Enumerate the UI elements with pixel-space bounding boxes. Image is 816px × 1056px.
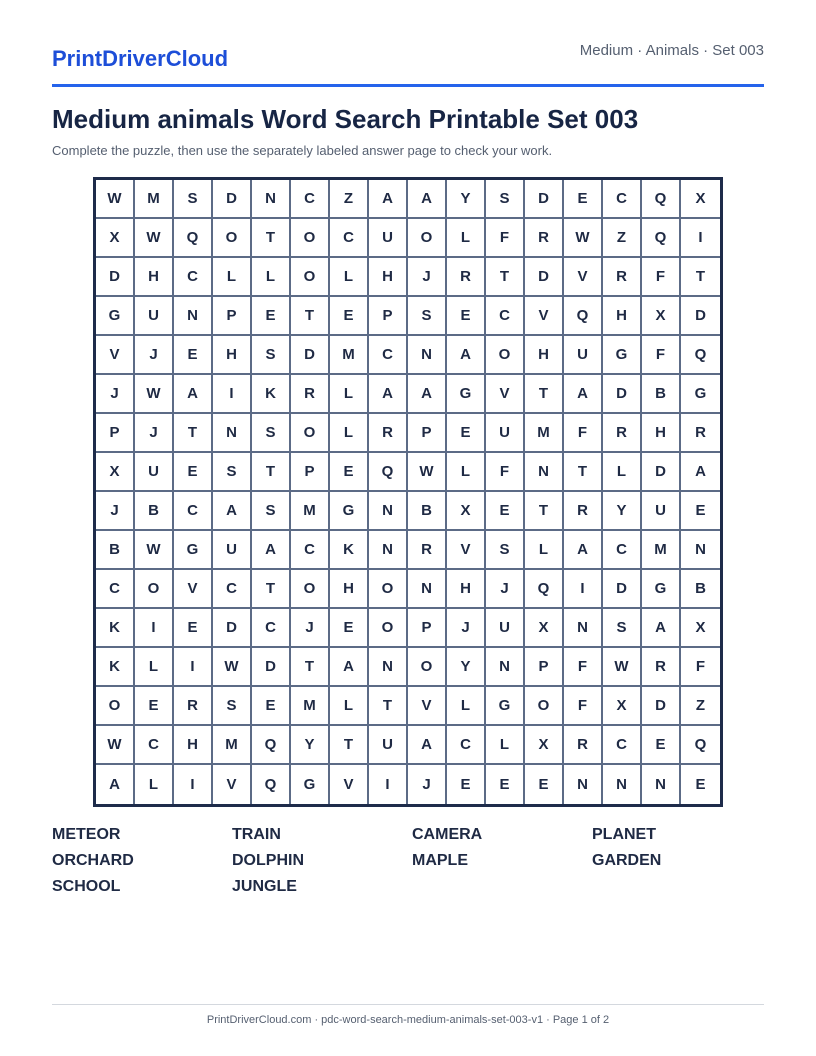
- grid-cell[interactable]: P: [369, 297, 408, 336]
- grid-cell[interactable]: H: [174, 726, 213, 765]
- grid-cell[interactable]: B: [96, 531, 135, 570]
- grid-cell[interactable]: W: [603, 648, 642, 687]
- word-list-item: DOLPHIN: [232, 852, 304, 869]
- grid-cell[interactable]: E: [447, 765, 486, 804]
- grid-cell[interactable]: L: [213, 258, 252, 297]
- grid-cell[interactable]: C: [252, 609, 291, 648]
- grid-cell[interactable]: Y: [603, 492, 642, 531]
- grid-cell[interactable]: S: [408, 297, 447, 336]
- grid-cell[interactable]: Y: [447, 180, 486, 219]
- grid-cell[interactable]: C: [96, 570, 135, 609]
- grid-cell[interactable]: O: [486, 336, 525, 375]
- grid-cell[interactable]: I: [135, 609, 174, 648]
- grid-cell[interactable]: T: [291, 297, 330, 336]
- grid-cell[interactable]: J: [135, 336, 174, 375]
- grid-cell[interactable]: B: [642, 375, 681, 414]
- grid-cell[interactable]: H: [525, 336, 564, 375]
- grid-cell[interactable]: T: [681, 258, 720, 297]
- grid-cell[interactable]: N: [642, 765, 681, 804]
- grid-cell[interactable]: O: [408, 648, 447, 687]
- grid-cell[interactable]: E: [174, 336, 213, 375]
- grid-cell[interactable]: J: [447, 609, 486, 648]
- grid-cell[interactable]: B: [135, 492, 174, 531]
- grid-cell[interactable]: R: [291, 375, 330, 414]
- grid-cell[interactable]: T: [291, 648, 330, 687]
- grid-cell[interactable]: A: [174, 375, 213, 414]
- grid-cell[interactable]: L: [330, 258, 369, 297]
- grid-cell[interactable]: X: [96, 219, 135, 258]
- grid-cell[interactable]: E: [695, 776, 706, 793]
- grid-cell[interactable]: E: [252, 297, 291, 336]
- grid-cell[interactable]: J: [96, 375, 135, 414]
- grid-cell[interactable]: C: [174, 258, 213, 297]
- grid-cell[interactable]: S: [252, 336, 291, 375]
- grid-cell[interactable]: R: [603, 258, 642, 297]
- grid-cell[interactable]: N: [408, 336, 447, 375]
- grid-cell[interactable]: E: [330, 453, 369, 492]
- grid-cell[interactable]: X: [642, 297, 681, 336]
- grid-cell[interactable]: X: [447, 492, 486, 531]
- grid-cell[interactable]: X: [96, 453, 135, 492]
- grid-cell[interactable]: X: [525, 726, 564, 765]
- grid-cell[interactable]: D: [642, 687, 681, 726]
- grid-cell[interactable]: O: [213, 219, 252, 258]
- grid-cell[interactable]: A: [252, 531, 291, 570]
- word-list-item: MAPLE: [412, 852, 468, 869]
- grid-cell[interactable]: V: [486, 375, 525, 414]
- word-list-item: METEOR: [52, 826, 121, 843]
- grid-cell[interactable]: H: [642, 414, 681, 453]
- grid-cell[interactable]: H: [213, 336, 252, 375]
- grid-cell[interactable]: W: [135, 531, 174, 570]
- grid-cell[interactable]: D: [681, 297, 720, 336]
- grid-cell[interactable]: L: [330, 687, 369, 726]
- page-subtitle: Complete the puzzle, then use the separately labeled answer page to check your work.: [52, 143, 553, 158]
- grid-cell[interactable]: T: [174, 414, 213, 453]
- grid-cell[interactable]: J: [291, 609, 330, 648]
- grid-cell[interactable]: D: [603, 375, 642, 414]
- grid-cell[interactable]: C: [447, 726, 486, 765]
- grid-cell[interactable]: E: [174, 453, 213, 492]
- grid-cell[interactable]: C: [603, 531, 642, 570]
- grid-cell[interactable]: N: [369, 492, 408, 531]
- grid-cell[interactable]: D: [252, 648, 291, 687]
- breadcrumb: Medium · Animals · Set 003: [579, 42, 764, 59]
- grid-cell[interactable]: W: [135, 219, 174, 258]
- grid-cell[interactable]: H: [447, 570, 486, 609]
- grid-cell[interactable]: L: [447, 219, 486, 258]
- grid-cell[interactable]: L: [252, 258, 291, 297]
- grid-cell[interactable]: W: [408, 453, 447, 492]
- grid-cell[interactable]: R: [564, 726, 603, 765]
- grid-cell[interactable]: O: [369, 570, 408, 609]
- grid-cell[interactable]: N: [369, 531, 408, 570]
- grid-cell[interactable]: U: [642, 492, 681, 531]
- grid-cell[interactable]: I: [174, 648, 213, 687]
- grid-cell[interactable]: G: [486, 687, 525, 726]
- grid-cell[interactable]: U: [486, 609, 525, 648]
- grid-cell[interactable]: G: [603, 336, 642, 375]
- grid-cell[interactable]: C: [369, 336, 408, 375]
- word-list-item: SCHOOL: [52, 878, 121, 895]
- grid-cell[interactable]: P: [96, 414, 135, 453]
- grid-cell[interactable]: J: [135, 414, 174, 453]
- grid-cell[interactable]: E: [330, 297, 369, 336]
- grid-cell[interactable]: R: [174, 687, 213, 726]
- grid-cell[interactable]: O: [135, 570, 174, 609]
- grid-cell[interactable]: R: [642, 648, 681, 687]
- grid-cell[interactable]: V: [174, 570, 213, 609]
- word-list: [52, 826, 772, 896]
- grid-cell[interactable]: Q: [369, 453, 408, 492]
- grid-cell[interactable]: I: [213, 375, 252, 414]
- grid-cell[interactable]: C: [603, 726, 642, 765]
- grid-cell[interactable]: X: [681, 180, 720, 219]
- grid-cell[interactable]: M: [330, 336, 369, 375]
- grid-cell[interactable]: A: [408, 726, 447, 765]
- grid-cell[interactable]: L: [447, 453, 486, 492]
- grid-cell[interactable]: V: [525, 297, 564, 336]
- grid-cell[interactable]: Y: [447, 648, 486, 687]
- grid-cell[interactable]: X: [525, 609, 564, 648]
- grid-cell[interactable]: L: [603, 453, 642, 492]
- grid-cell[interactable]: Q: [252, 726, 291, 765]
- grid-cell[interactable]: F: [642, 258, 681, 297]
- grid-cell[interactable]: A: [681, 453, 720, 492]
- grid-cell[interactable]: A: [408, 375, 447, 414]
- grid-cell[interactable]: N: [486, 648, 525, 687]
- grid-cell[interactable]: W: [213, 648, 252, 687]
- grid-cell[interactable]: C: [330, 219, 369, 258]
- grid-cell[interactable]: S: [213, 453, 252, 492]
- grid-cell[interactable]: O: [291, 414, 330, 453]
- grid-cell[interactable]: H: [369, 258, 408, 297]
- grid-cell[interactable]: T: [525, 375, 564, 414]
- grid-cell[interactable]: R: [525, 219, 564, 258]
- grid-cell[interactable]: J: [408, 765, 447, 804]
- grid-cell[interactable]: Z: [330, 180, 369, 219]
- grid-cell[interactable]: M: [642, 531, 681, 570]
- grid-cell[interactable]: R: [408, 531, 447, 570]
- grid-cell[interactable]: S: [486, 180, 525, 219]
- grid-cell[interactable]: C: [174, 492, 213, 531]
- grid-cell[interactable]: T: [525, 492, 564, 531]
- grid-cell[interactable]: R: [447, 258, 486, 297]
- grid-cell[interactable]: S: [603, 609, 642, 648]
- grid-cell[interactable]: E: [564, 180, 603, 219]
- grid-cell[interactable]: R: [564, 492, 603, 531]
- grid-cell[interactable]: P: [408, 414, 447, 453]
- grid-cell[interactable]: A: [408, 180, 447, 219]
- grid-cell[interactable]: N: [174, 297, 213, 336]
- grid-cell[interactable]: D: [96, 258, 135, 297]
- grid-cell[interactable]: A: [564, 531, 603, 570]
- grid-cell[interactable]: E: [135, 687, 174, 726]
- grid-cell[interactable]: Y: [291, 726, 330, 765]
- grid-cell[interactable]: N: [252, 180, 291, 219]
- grid-cell[interactable]: T: [252, 570, 291, 609]
- grid-cell[interactable]: M: [213, 726, 252, 765]
- grid-cell[interactable]: S: [174, 180, 213, 219]
- grid-cell[interactable]: O: [96, 687, 135, 726]
- grid-cell[interactable]: G: [96, 297, 135, 336]
- word-list-item: CAMERA: [412, 826, 483, 843]
- grid-cell[interactable]: F: [486, 453, 525, 492]
- grid-cell[interactable]: Q: [642, 219, 681, 258]
- grid-cell[interactable]: A: [369, 180, 408, 219]
- grid-cell[interactable]: W: [96, 180, 135, 219]
- grid-cell[interactable]: R: [681, 414, 720, 453]
- grid-cell[interactable]: F: [564, 687, 603, 726]
- grid-cell[interactable]: G: [330, 492, 369, 531]
- grid-cell[interactable]: N: [564, 765, 603, 804]
- grid-cell[interactable]: G: [447, 375, 486, 414]
- grid-cell[interactable]: D: [642, 453, 681, 492]
- grid-cell[interactable]: G: [174, 531, 213, 570]
- brand-logo[interactable]: PrintDriverCloud: [52, 46, 229, 71]
- grid-cell[interactable]: P: [291, 453, 330, 492]
- grid-cell[interactable]: J: [486, 570, 525, 609]
- grid-cell[interactable]: H: [603, 297, 642, 336]
- grid-cell[interactable]: A: [213, 492, 252, 531]
- grid-cell[interactable]: C: [135, 726, 174, 765]
- word-list-item: ORCHARD: [52, 852, 134, 869]
- grid-cell[interactable]: X: [681, 609, 720, 648]
- grid-cell[interactable]: X: [603, 687, 642, 726]
- word-list-item: TRAIN: [232, 826, 281, 843]
- grid-cell[interactable]: F: [681, 648, 720, 687]
- grid-cell[interactable]: A: [96, 765, 135, 804]
- grid-cell[interactable]: D: [525, 180, 564, 219]
- grid-cell[interactable]: U: [369, 726, 408, 765]
- grid-cell[interactable]: A: [447, 336, 486, 375]
- grid-cell[interactable]: T: [252, 453, 291, 492]
- grid-cell[interactable]: B: [681, 570, 720, 609]
- grid-cell[interactable]: M: [525, 414, 564, 453]
- grid-cell[interactable]: K: [96, 609, 135, 648]
- grid-cell[interactable]: N: [369, 648, 408, 687]
- grid-cell[interactable]: A: [642, 609, 681, 648]
- word-list-item: JUNGLE: [232, 878, 297, 895]
- grid-cell[interactable]: V: [213, 765, 252, 804]
- grid-cell[interactable]: C: [486, 297, 525, 336]
- word-list-item: GARDEN: [592, 852, 662, 869]
- grid-cell[interactable]: N: [525, 453, 564, 492]
- grid-cell[interactable]: D: [213, 180, 252, 219]
- grid-cell[interactable]: E: [642, 726, 681, 765]
- grid-cell[interactable]: S: [252, 414, 291, 453]
- grid-cell[interactable]: L: [135, 648, 174, 687]
- grid-cell[interactable]: F: [564, 648, 603, 687]
- grid-cell[interactable]: A: [564, 375, 603, 414]
- grid-cell[interactable]: T: [330, 726, 369, 765]
- grid-cell[interactable]: Q: [681, 336, 720, 375]
- grid-cell[interactable]: I: [681, 219, 720, 258]
- page-footer: PrintDriverCloud.com · pdc-word-search-medium-animals-set-003-v1 · Page 1 of 2: [52, 1004, 764, 1026]
- grid-cell[interactable]: J: [408, 258, 447, 297]
- grid-cell[interactable]: V: [330, 765, 369, 804]
- grid-cell[interactable]: L: [330, 375, 369, 414]
- grid-cell[interactable]: U: [369, 219, 408, 258]
- grid-cell[interactable]: W: [96, 726, 135, 765]
- grid-cell[interactable]: L: [525, 531, 564, 570]
- grid-cell[interactable]: M: [291, 492, 330, 531]
- grid-cell[interactable]: H: [330, 570, 369, 609]
- grid-cell[interactable]: L: [486, 726, 525, 765]
- grid-cell[interactable]: U: [135, 453, 174, 492]
- grid-cell[interactable]: C: [213, 570, 252, 609]
- grid-cell[interactable]: K: [330, 531, 369, 570]
- grid-cell[interactable]: O: [291, 219, 330, 258]
- grid-cell[interactable]: U: [135, 297, 174, 336]
- grid-cell[interactable]: O: [291, 570, 330, 609]
- grid-cell[interactable]: R: [603, 414, 642, 453]
- grid-cell[interactable]: Z: [603, 219, 642, 258]
- grid-cell[interactable]: O: [408, 219, 447, 258]
- grid-cell[interactable]: D: [213, 609, 252, 648]
- word-search-grid: [93, 177, 723, 807]
- grid-cell[interactable]: E: [486, 765, 525, 804]
- grid-cell[interactable]: U: [486, 414, 525, 453]
- grid-cell[interactable]: Q: [564, 297, 603, 336]
- grid-cell[interactable]: P: [408, 609, 447, 648]
- grid-cell[interactable]: M: [135, 180, 174, 219]
- grid-cell[interactable]: E: [525, 765, 564, 804]
- grid-cell[interactable]: U: [564, 336, 603, 375]
- grid-cell[interactable]: V: [408, 687, 447, 726]
- grid-cell[interactable]: Q: [642, 180, 681, 219]
- grid-cell[interactable]: Q: [174, 219, 213, 258]
- grid-cell[interactable]: F: [642, 336, 681, 375]
- grid-cell[interactable]: E: [681, 492, 720, 531]
- grid-cell[interactable]: S: [486, 531, 525, 570]
- grid-cell[interactable]: N: [603, 765, 642, 804]
- grid-cell[interactable]: L: [447, 687, 486, 726]
- grid-cell[interactable]: E: [174, 609, 213, 648]
- grid-cell[interactable]: T: [486, 258, 525, 297]
- grid-cell[interactable]: C: [291, 180, 330, 219]
- grid-cell[interactable]: U: [213, 531, 252, 570]
- grid-cell[interactable]: D: [525, 258, 564, 297]
- grid-cell[interactable]: G: [291, 765, 330, 804]
- grid-cell[interactable]: B: [408, 492, 447, 531]
- grid-cell[interactable]: E: [486, 492, 525, 531]
- grid-cell[interactable]: Z: [681, 687, 720, 726]
- grid-cell[interactable]: W: [564, 219, 603, 258]
- grid-cell[interactable]: Q: [681, 726, 720, 765]
- grid-cell[interactable]: M: [291, 687, 330, 726]
- grid-cell[interactable]: I: [174, 765, 213, 804]
- grid-cell[interactable]: W: [135, 375, 174, 414]
- grid-cell[interactable]: G: [681, 375, 720, 414]
- grid-cell[interactable]: V: [564, 258, 603, 297]
- grid-cell[interactable]: N: [681, 531, 720, 570]
- grid-cell[interactable]: R: [369, 414, 408, 453]
- grid-cell[interactable]: T: [252, 219, 291, 258]
- grid-cell[interactable]: K: [96, 648, 135, 687]
- grid-cell[interactable]: J: [96, 492, 135, 531]
- grid-cell[interactable]: I: [564, 570, 603, 609]
- page-header: [52, 38, 764, 87]
- grid-cell[interactable]: O: [369, 609, 408, 648]
- grid-cell[interactable]: C: [291, 531, 330, 570]
- grid-cell[interactable]: H: [135, 258, 174, 297]
- grid-cell[interactable]: C: [603, 180, 642, 219]
- grid-cell[interactable]: E: [330, 609, 369, 648]
- grid-cell[interactable]: S: [213, 687, 252, 726]
- grid-cell[interactable]: L: [135, 765, 174, 804]
- grid-cell[interactable]: V: [96, 336, 135, 375]
- grid-cell[interactable]: S: [252, 492, 291, 531]
- grid-cell[interactable]: D: [603, 570, 642, 609]
- grid-cell[interactable]: E: [447, 414, 486, 453]
- grid-cell[interactable]: O: [291, 258, 330, 297]
- grid-cell[interactable]: K: [252, 375, 291, 414]
- grid-cell[interactable]: Q: [525, 570, 564, 609]
- word-list-item: PLANET: [592, 826, 656, 843]
- grid-cell[interactable]: F: [564, 414, 603, 453]
- grid-cell[interactable]: A: [330, 648, 369, 687]
- grid-cell[interactable]: E: [447, 297, 486, 336]
- grid-cell[interactable]: N: [213, 414, 252, 453]
- grid-cell[interactable]: V: [447, 531, 486, 570]
- grid-cell[interactable]: F: [486, 219, 525, 258]
- page-title: Medium animals Word Search Printable Set 003: [52, 104, 639, 134]
- grid-cell[interactable]: A: [369, 375, 408, 414]
- grid-cell[interactable]: O: [525, 687, 564, 726]
- grid-cell[interactable]: T: [564, 453, 603, 492]
- grid-cell[interactable]: P: [213, 297, 252, 336]
- grid-cell[interactable]: E: [252, 687, 291, 726]
- grid-cell[interactable]: L: [330, 414, 369, 453]
- grid-cell[interactable]: G: [642, 570, 681, 609]
- grid-cell[interactable]: N: [408, 570, 447, 609]
- grid-cell[interactable]: I: [369, 765, 408, 804]
- grid-cell[interactable]: D: [291, 336, 330, 375]
- grid-cell[interactable]: T: [369, 687, 408, 726]
- grid-cell[interactable]: P: [525, 648, 564, 687]
- grid-cell[interactable]: Q: [252, 765, 291, 804]
- grid-cell[interactable]: N: [564, 609, 603, 648]
